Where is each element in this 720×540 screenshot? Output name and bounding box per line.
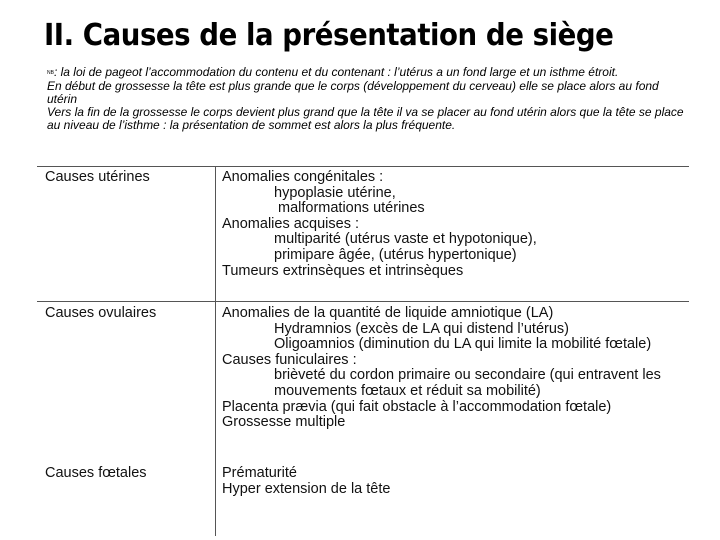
detail-line: hypoplasie utérine, (274, 184, 396, 201)
detail-line: Grossesse multiple (222, 414, 346, 431)
intro-line-1-text: : la loi de pageot l’accommodation du contenu et du contenant : l’utérus a un fond large et un isthme étroit. (53, 65, 619, 79)
intro-line-2: En début de grossesse la tête est plus grande que le corps (développement du cerveau) elle se place alors au fond utérin (47, 79, 659, 106)
nb-label: NB (47, 70, 54, 76)
detail-line: primipare âgée, (utérus hypertonique) (274, 246, 517, 263)
detail-line: Causes funiculaires : (222, 351, 357, 368)
table-row (37, 302, 689, 460)
category-cell: Causes utérines (37, 167, 216, 302)
detail-line: Oligoamnios (diminution du LA qui limite la mobilité fœtale) (274, 336, 652, 353)
detail-cell (216, 167, 690, 302)
detail-line: Prématurité (222, 465, 297, 481)
detail-line: Anomalies de la quantité de liquide amniotique (LA) (222, 305, 554, 321)
detail-line: Tumeurs extrinsèques et intrinsèques (222, 262, 464, 279)
detail-line: malformations utérines (278, 200, 425, 217)
category-cell: Causes fœtales (37, 459, 216, 536)
intro-line-3: Vers la fin de la grossesse le corps devient plus grand que la tête il va se placer au fond utérin alors que la tête se place au niveau de l’isthme : la présentation de sommet est alors la plus fréquente. (47, 105, 684, 132)
detail-line: Anomalies congénitales : (222, 169, 384, 185)
detail-line: Hyper extension de la tête (222, 480, 391, 497)
table-row (37, 167, 689, 302)
detail-line: Hydramnios (excès de LA qui distend l’utérus) (274, 320, 569, 337)
intro-line-1 (47, 66, 687, 80)
detail-cell (216, 302, 690, 460)
intro-text (47, 66, 687, 132)
detail-line: mouvements fœtaux et réduit sa mobilité) (274, 382, 541, 399)
detail-line: Placenta prævia (qui fait obstacle à l’accommodation fœtale) (222, 398, 612, 415)
detail-cell (216, 459, 690, 536)
causes-table (37, 166, 689, 536)
detail-line: brièveté du cordon primaire ou secondaire (qui entravent les (274, 367, 661, 384)
table-row (37, 459, 689, 536)
page-title: II. Causes de la présentation de siège (44, 18, 614, 53)
category-cell: Causes ovulaires (37, 302, 216, 460)
detail-line: Anomalies acquises : (222, 215, 360, 232)
detail-line: multiparité (utérus vaste et hypotonique), (274, 231, 537, 248)
